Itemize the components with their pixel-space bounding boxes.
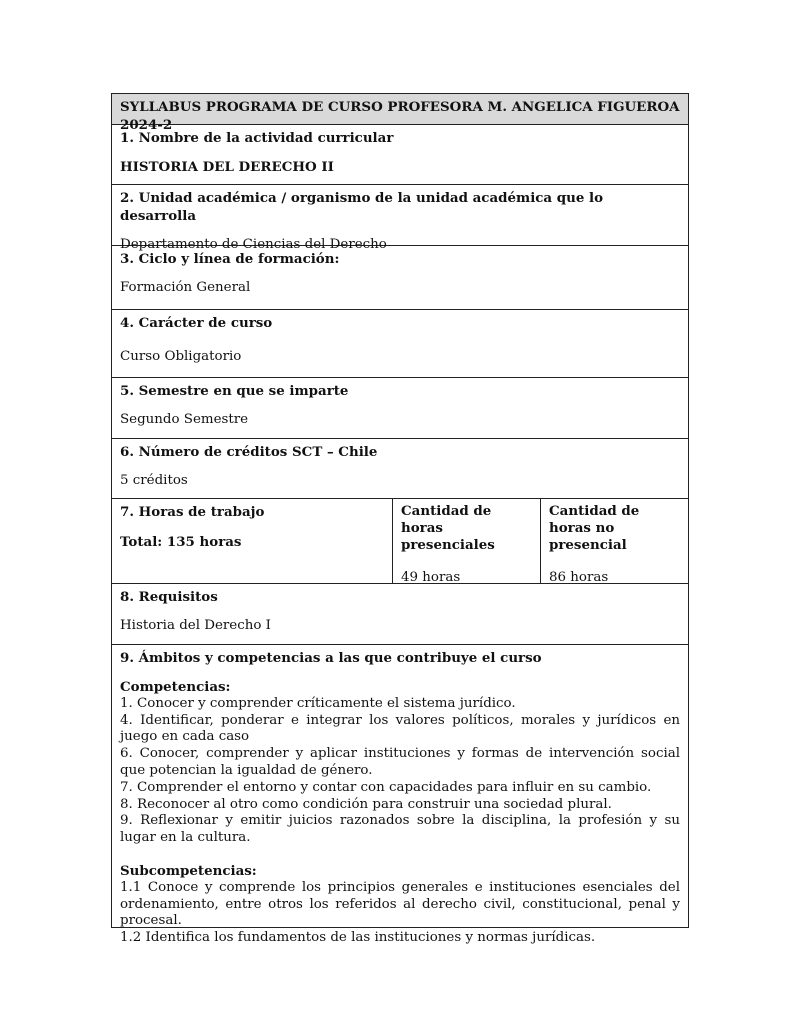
horas-no-presenciales-value: 86 horas: [549, 570, 609, 585]
section-unidad: [112, 185, 688, 252]
competencias-heading: Competencias:: [120, 679, 231, 695]
competencia-item: 4. Identificar, ponderar e integrar los valores políticos, morales y jurídicos en juego en cada caso: [120, 712, 680, 745]
section-heading: 5. Semestre en que se imparte: [120, 383, 349, 399]
section-semestre: [112, 378, 688, 439]
horas-total: Total: 135 horas: [120, 534, 242, 550]
syllabus-title: SYLLABUS PROGRAMA DE CURSO PROFESORA M. ANGELICA FIGUEROA 2024-2: [120, 99, 680, 133]
syllabus-table: [111, 93, 689, 946]
section-value: Formación General: [120, 280, 251, 295]
section-nombre: [112, 125, 688, 185]
subcompetencia-item: 1.1 Conoce y comprende los principios generales e instituciones esenciales del ordenamiento, entre otros los referidos al derecho civil, constitucional, penal y procesal.: [120, 879, 680, 929]
section-ciclo: [112, 246, 688, 310]
section-heading: 2. Unidad académica / organismo de la unidad académica que lo desarrolla: [120, 190, 604, 224]
section-value: Departamento de Ciencias del Derecho: [120, 237, 387, 252]
horas-presenciales-cell: [393, 499, 541, 583]
section-heading: 1. Nombre de la actividad curricular: [120, 130, 394, 146]
competencia-item: 7. Comprender el entorno y contar con capacidades para influir en su cambio.: [120, 779, 652, 795]
section-requisitos: [112, 584, 688, 645]
section-horas: [112, 499, 688, 584]
competencia-item: 9. Reflexionar y emitir juicios razonados sobre la disciplina, la profesión y su lugar en la cultura.: [120, 813, 680, 846]
section-creditos: [112, 439, 688, 499]
section-caracter: [112, 310, 688, 378]
section-heading: 3. Ciclo y línea de formación:: [120, 251, 340, 267]
subcompetencias-heading: Subcompetencias:: [120, 862, 257, 879]
section-heading: 4. Carácter de curso: [120, 315, 273, 331]
course-name: HISTORIA DEL DERECHO II: [120, 159, 334, 175]
section-value: Segundo Semestre: [120, 412, 249, 427]
section-heading: 8. Requisitos: [120, 589, 218, 605]
horas-no-presenciales-heading: Cantidad de horas no presencial: [549, 503, 640, 553]
section-competencias: [112, 645, 688, 946]
section-value: Curso Obligatorio: [120, 349, 242, 364]
section-heading: 7. Horas de trabajo: [120, 504, 265, 520]
horas-presenciales-heading: Cantidad de horas presenciales: [401, 503, 495, 553]
syllabus-title-row: [112, 94, 688, 133]
competencia-item: 1. Conocer y comprender críticamente el sistema jurídico.: [120, 695, 516, 711]
competencia-item: 6. Conocer, comprender y aplicar instituciones y formas de intervención social que potencian la igualdad de género.: [120, 746, 680, 778]
horas-total-cell: [112, 499, 393, 583]
section-heading: 6. Número de créditos SCT – Chile: [120, 444, 378, 460]
section-value: 5 créditos: [120, 473, 188, 488]
horas-no-presenciales-cell: [541, 499, 688, 583]
horas-presenciales-value: 49 horas: [401, 570, 461, 585]
competencia-item: 8. Reconocer al otro como condición para construir una sociedad plural.: [120, 796, 612, 812]
section-value: Historia del Derecho I: [120, 618, 271, 633]
subcompetencia-item: 1.2 Identifica los fundamentos de las instituciones y normas jurídicas.: [120, 930, 596, 946]
section-heading: 9. Ámbitos y competencias a las que contribuye el curso: [120, 650, 542, 666]
